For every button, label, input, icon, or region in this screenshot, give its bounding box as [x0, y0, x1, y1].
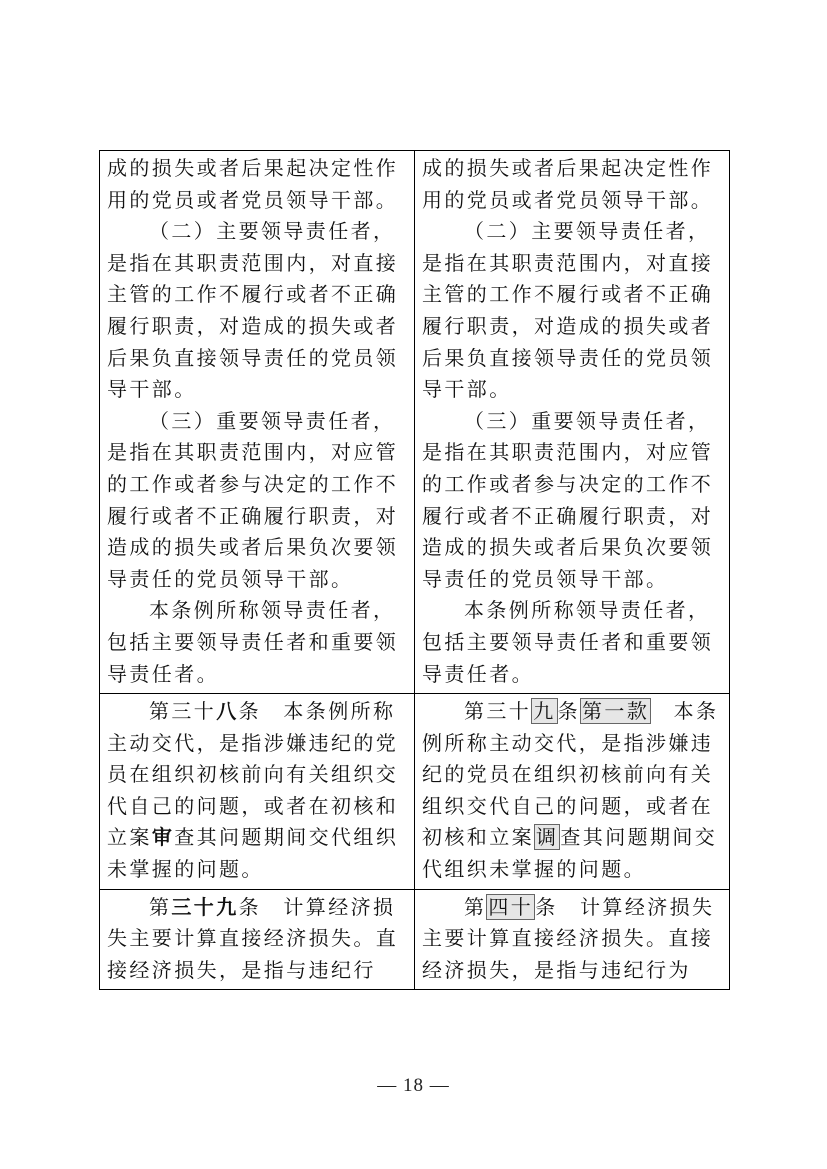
article-39-old — [107, 892, 408, 987]
paragraph: （三）重要领导责任者，是指在其职责范围内，对应管的工作或者参与决定的工作不履行或者不正确履行职责，对造成的损失或者后果负次要领导责任的党员领导干部。 — [107, 408, 399, 591]
article-39-new — [422, 696, 723, 886]
right-cell — [415, 694, 730, 890]
changed-text: 八 — [216, 699, 239, 724]
right-cell — [415, 151, 730, 694]
paragraph: 本条例所称领导责任者，包括主要领导责任者和重要领导责任者。 — [107, 598, 399, 686]
paragraph: 本条例所称领导责任者，包括主要领导责任者和重要领导责任者。 — [422, 598, 714, 686]
text-span: 条 — [557, 699, 581, 724]
highlighted-text: 第一款 — [582, 699, 650, 724]
left-cell — [100, 889, 415, 990]
text-span: 第三十 — [149, 699, 217, 724]
comparison-table — [99, 150, 730, 990]
highlighted-text: 九 — [533, 699, 556, 724]
article-38-old — [107, 696, 408, 886]
text-span: 第 — [149, 894, 172, 919]
text-span: 条 计算经济损失主要计算直接经济损失。直接经济损失，是指与违纪行 — [107, 894, 399, 982]
page-number: — 18 — — [377, 1075, 450, 1096]
text-span: 条 计算经济损失主要计算直接经济损失。直接经济损失，是指与违纪行为 — [422, 894, 715, 982]
highlighted-text: 调 — [536, 825, 559, 850]
article-40-new — [422, 892, 723, 987]
right-cell — [415, 889, 730, 990]
changed-text: 审 — [151, 825, 175, 850]
text-span: 本条例所称主动交代，是指涉嫌违纪的党员在组织初核前向有关组织交代自己的问题，或者在初核和立案 — [422, 699, 719, 850]
text-span: 查其问题期间交代组织未掌握的问题。 — [422, 825, 718, 882]
left-cell — [100, 151, 415, 694]
text-span: 查其问题期间交代组织未掌握的问题。 — [107, 825, 399, 882]
left-cell — [100, 694, 415, 890]
paragraph: （二）主要领导责任者，是指在其职责范围内，对直接主管的工作不履行或者不正确履行职责，对造成的损失或者后果负直接领导责任的党员领导干部。 — [107, 219, 399, 402]
paragraph: （三）重要领导责任者，是指在其职责范围内，对应管的工作或者参与决定的工作不履行或者不正确履行职责，对造成的损失或者后果负次要领导责任的党员领导干部。 — [422, 408, 714, 591]
paragraph: （二）主要领导责任者，是指在其职责范围内，对直接主管的工作不履行或者不正确履行职责，对造成的损失或者后果负直接领导责任的党员领导干部。 — [422, 219, 714, 402]
table-row — [100, 694, 730, 890]
changed-text: 三十九 — [171, 894, 239, 919]
text-span: 第 — [464, 894, 487, 919]
text-span: 第三十 — [464, 699, 532, 724]
highlighted-text: 四十 — [488, 894, 534, 919]
paragraph: 成的损失或者后果起决定性作用的党员或者党员领导干部。 — [422, 156, 714, 212]
table-row — [100, 151, 730, 694]
table-row — [100, 889, 730, 990]
paragraph: 成的损失或者后果起决定性作用的党员或者党员领导干部。 — [107, 156, 399, 212]
text-span: 条 本条例所称主动交代，是指涉嫌违纪的党员在组织初核前向有关组织交代自己的问题，或者在初核和立案 — [107, 699, 399, 850]
